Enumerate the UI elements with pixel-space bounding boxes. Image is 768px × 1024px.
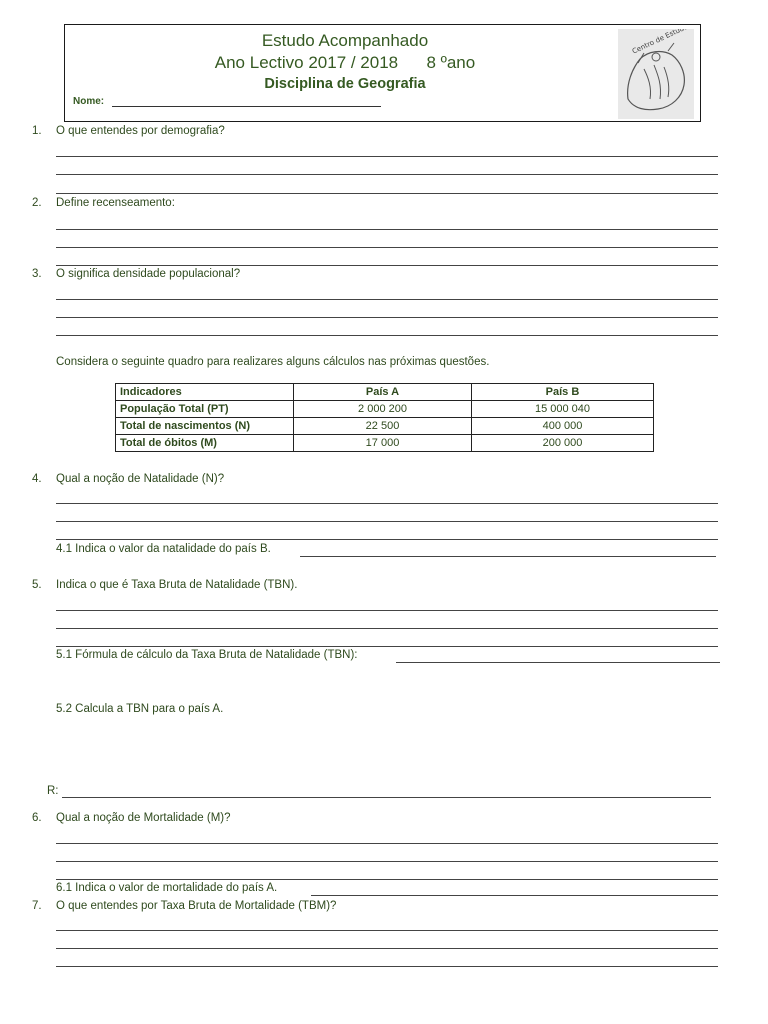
answer-line[interactable]	[56, 521, 718, 522]
school-year: Ano Lectivo 2017 / 2018 8 ºano	[214, 53, 476, 72]
subquestion-6-1: 6.1 Indica o valor de mortalidade do país A.	[56, 882, 278, 894]
table-cell: População Total (PT)	[116, 401, 294, 418]
question-number-1: 1.	[32, 125, 42, 137]
centro-estudos-logo	[618, 29, 694, 119]
table-row	[116, 401, 654, 418]
answer-line[interactable]	[56, 646, 718, 647]
table-cell: 200 000	[472, 435, 654, 452]
question-5: Indica o que é Taxa Bruta de Natalidade (TBN).	[56, 579, 298, 591]
table-header: Indicadores	[116, 384, 294, 401]
name-label: Nome:	[73, 96, 105, 107]
page-title: Estudo Acompanhado	[261, 31, 429, 50]
question-number-2: 2.	[32, 197, 42, 209]
header-box	[64, 24, 701, 122]
answer-line[interactable]	[56, 930, 718, 931]
table-row	[116, 418, 654, 435]
question-number-3: 3.	[32, 268, 42, 280]
answer-line[interactable]	[56, 539, 718, 540]
subquestion-4-1: 4.1 Indica o valor da natalidade do país B.	[56, 543, 271, 555]
indicators-table	[115, 383, 654, 452]
table-cell: Total de nascimentos (N)	[116, 418, 294, 435]
answer-line[interactable]	[56, 843, 718, 844]
question-3: O significa densidade populacional?	[56, 268, 241, 280]
name-field-line[interactable]	[112, 106, 381, 107]
subject-title: Disciplina de Geografia	[264, 76, 426, 92]
table-intro-text: Considera o seguinte quadro para realizares alguns cálculos nas próximas questões.	[56, 356, 490, 368]
answer-line[interactable]	[56, 335, 718, 336]
answer-label: R:	[47, 785, 59, 797]
answer-line[interactable]	[56, 265, 718, 266]
table-cell: 15 000 040	[472, 401, 654, 418]
question-number-7: 7.	[32, 900, 42, 912]
subquestion-5-1: 5.1 Fórmula de cálculo da Taxa Bruta de Natalidade (TBN):	[56, 649, 358, 661]
table-cell: 2 000 200	[294, 401, 472, 418]
table-cell: Total de óbitos (M)	[116, 435, 294, 452]
answer-line[interactable]	[56, 503, 718, 504]
table-row	[116, 435, 654, 452]
question-number-6: 6.	[32, 812, 42, 824]
answer-line[interactable]	[62, 797, 711, 798]
question-number-5: 5.	[32, 579, 42, 591]
answer-line[interactable]	[311, 895, 718, 896]
hand-logo-icon	[618, 29, 694, 119]
svg-text:Centro de Estudos: Centro de Estudos	[630, 29, 693, 56]
table-cell: 17 000	[294, 435, 472, 452]
question-1: O que entendes por demografia?	[56, 125, 225, 137]
table-header: País A	[294, 384, 472, 401]
answer-line[interactable]	[56, 879, 718, 880]
answer-line[interactable]	[56, 299, 718, 300]
answer-line[interactable]	[396, 662, 720, 663]
question-2: Define recenseamento:	[56, 197, 175, 209]
answer-line[interactable]	[56, 628, 718, 629]
table-cell: 400 000	[472, 418, 654, 435]
answer-line[interactable]	[56, 174, 718, 175]
question-7: O que entendes por Taxa Bruta de Mortalidade (TBM)?	[56, 900, 337, 912]
answer-line[interactable]	[56, 948, 718, 949]
subquestion-5-2: 5.2 Calcula a TBN para o país A.	[56, 703, 224, 715]
answer-line[interactable]	[56, 610, 718, 611]
answer-line[interactable]	[56, 247, 718, 248]
table-header-row	[116, 384, 654, 401]
answer-line[interactable]	[56, 193, 718, 194]
question-4: Qual a noção de Natalidade (N)?	[56, 473, 225, 485]
answer-line[interactable]	[300, 556, 716, 557]
answer-line[interactable]	[56, 966, 718, 967]
question-6: Qual a noção de Mortalidade (M)?	[56, 812, 231, 824]
question-number-4: 4.	[32, 473, 42, 485]
answer-line[interactable]	[56, 317, 718, 318]
table-header: País B	[472, 384, 654, 401]
answer-line[interactable]	[56, 156, 718, 157]
answer-line[interactable]	[56, 861, 718, 862]
answer-line[interactable]	[56, 229, 718, 230]
table-cell: 22 500	[294, 418, 472, 435]
